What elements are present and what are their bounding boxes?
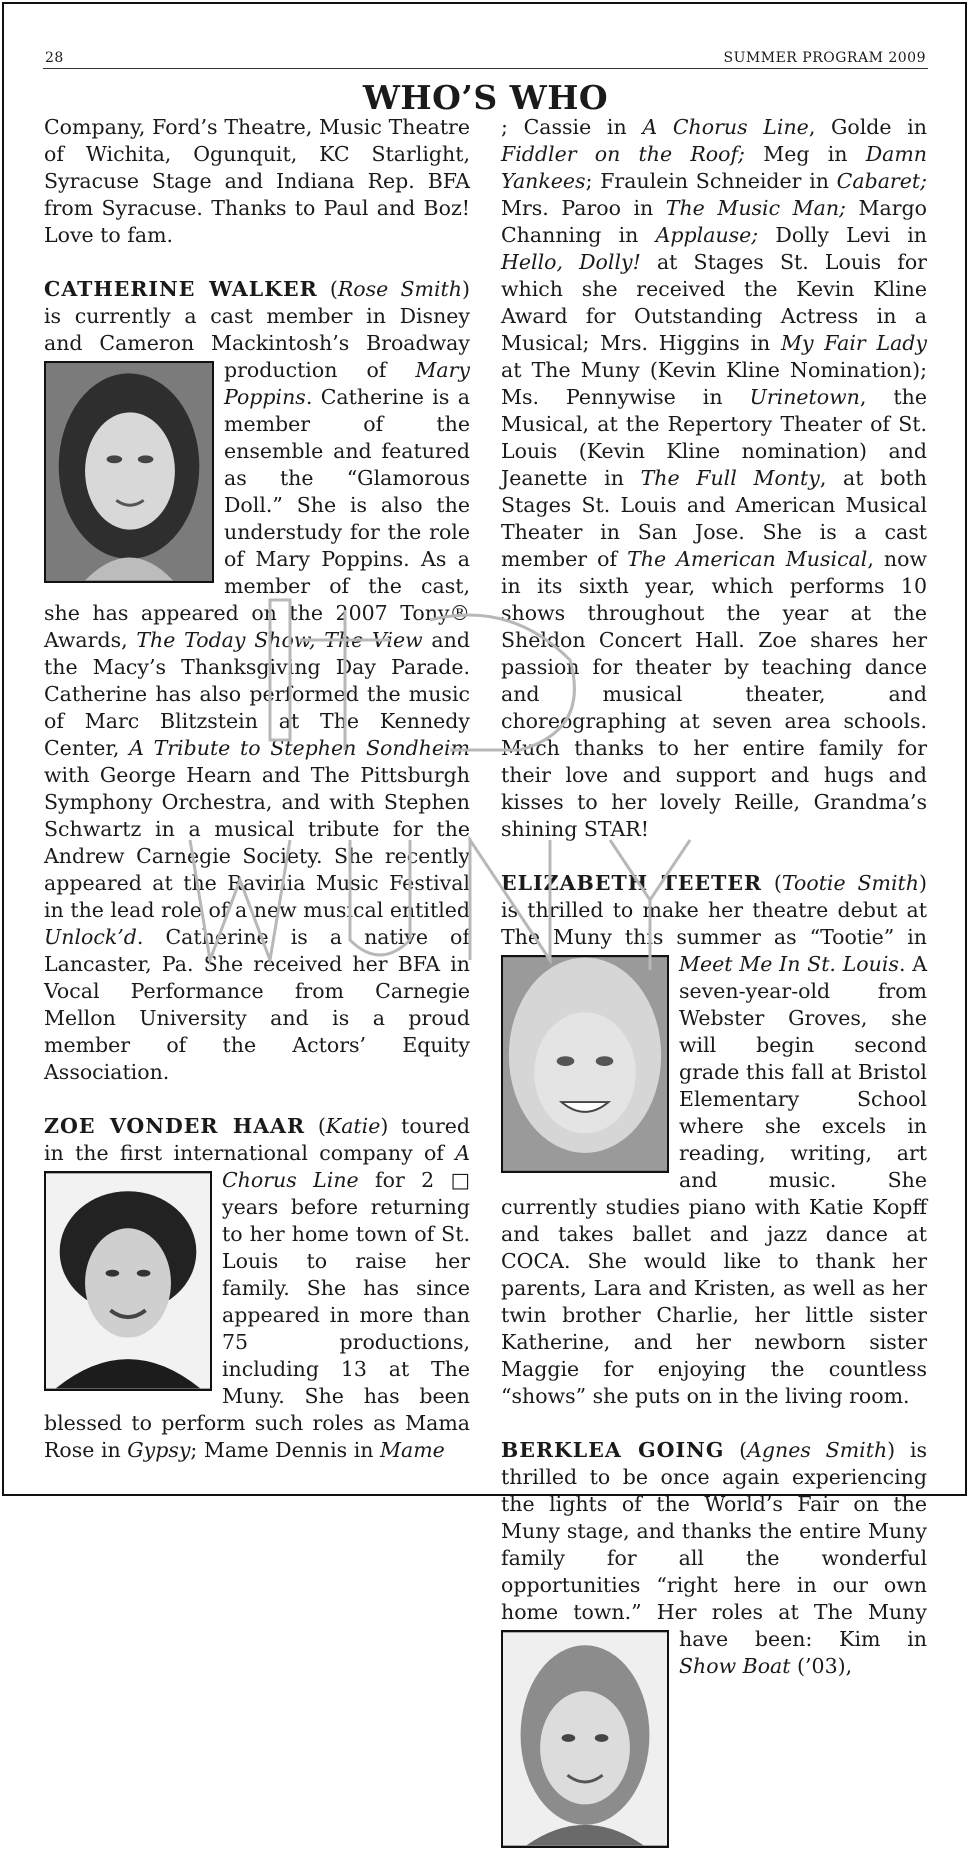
headshot-photo [44,1171,212,1391]
bio-role: Katie [325,1114,381,1138]
page-number: 28 [45,50,64,66]
headshot-photo [501,1630,669,1848]
program-title: SUMMER PROGRAM 2009 [723,50,926,66]
bio-name: ELIZABETH TEETER [501,871,763,895]
bio-berklea-going: BERKLEA GOING (Agnes Smith) is thrilled to be once again experiencing the lights of the World’s Fair on the Muny stage, and thanks the entire Muny family for all the wonderful opportunities “right here in our own home town.” Her roles at The Muny have been: Kim in Show Boat (’03), [501,1437,927,1680]
bio-zoe-vonder-haar: ZOE VONDER HAAR (Katie) toured in the first international company of A Chorus Line for 2 □ years before returning to her home town of St. Louis to raise her family. She has since appeared in more than 75 productions, including 13 at The Muny. She has been blessed to perform such roles as Mama Rose in Gypsy; Mame Dennis in Mame [44,1114,470,1462]
bio-zoe-vonder-haar-continued: ; Cassie in A Chorus Line, Golde in Fiddler on the Roof; Meg in Damn Yankees; Fraulein Schneider in Cabaret; Mrs. Paroo in The Music Man; Margo Channing in Applause; Dolly Levi in Hello, Dolly! at Stages St. Louis for which she received the Kevin Kline Award for Outstanding Actress in a Musical; Mrs. Higgins in My Fair Lady at The Muny (Kevin Kline Nomination); Ms. Pennywise in Urinetown, the Musical, at the Repertory Theater of St. Louis (Kevin Kline nomination) and Jeanette in The Full Monty, at both Stages St. Louis and American Musical Theater in San Jose. She is a cast member of The American Musical, now in its sixth year, which performs 10 shows throughout the year at the Sheldon Concert Hall. Zoe shares her passion for theater by teaching dance and musical theater, and choreographing at seven area schools. Much thanks to her entire family for their love and support and hugs and kisses to her lovely Reille, Grandma’s shining STAR! [501,115,928,841]
bio-role: Agnes Smith [747,1438,888,1462]
bio-name: ZOE VONDER HAAR [44,1114,306,1138]
bio-intro: Company, Ford’s Theatre, Music Theatre of Wichita, Ogunquit, KC Starlight, Syracuse Stage and Indiana Rep. BFA from Syracuse. Thanks to Paul and Boz! Love to fam. [44,115,470,247]
headshot-photo [501,955,669,1173]
bio-name: BERKLEA GOING [501,1438,725,1462]
bio-role: Rose Smith [337,277,462,301]
left-column [44,114,470,1491]
right-column [501,114,927,1852]
bio-role: Tootie Smith [781,871,919,895]
bio-catherine-walker: CATHERINE WALKER (Rose Smith) is currently a cast member in Disney and Cameron Mackintosh’s Broadway production of Mary Poppins. Catherine is a member of the ensemble and featured as the “Glamorous Doll.” She is also the understudy for the role of Mary Poppins. As a member of the cast, she has appeared on the 2007 Tony® Awards, The Today Show, The View and the Macy’s Thanksgiving Day Parade. Catherine has also performed the music of Marc Blitzstein at The Kennedy Center, A Tribute to Stephen Sondheim with George Hearn and The Pittsburgh Symphony Orchestra, and with Stephen Schwartz in a musical tribute for the Andrew Carnegie Society. She recently appeared at the Ravinia Music Festival in the lead role of a new musical entitled Unlock’d. Catherine is a native of Lancaster, Pa. She received her BFA in Vocal Performance from Carnegie Mellon University and is a proud member of the Actors’ Equity Association. [44,277,470,1084]
header-rule [43,68,928,69]
headshot-photo [44,361,214,583]
bio-elizabeth-teeter: ELIZABETH TEETER (Tootie Smith) is thrilled to make her theatre debut at The Muny this summer as “Tootie” in Meet Me In St. Louis. A seven-year-old from Webster Groves, she will begin second grade this fall at Bristol Elementary School where she excels in reading, writing, art and music. She currently studies piano with Katie Kopff and takes ballet and jazz dance at COCA. She would like to thank her parents, Lara and Kristen, as well as her twin brother Charlie, her little sister Katherine, and her newborn sister Maggie for enjoying the countless “shows” she puts on in the living room. [501,871,928,1408]
page-title: WHO’S WHO [362,78,609,117]
bio-name: CATHERINE WALKER [44,277,318,301]
